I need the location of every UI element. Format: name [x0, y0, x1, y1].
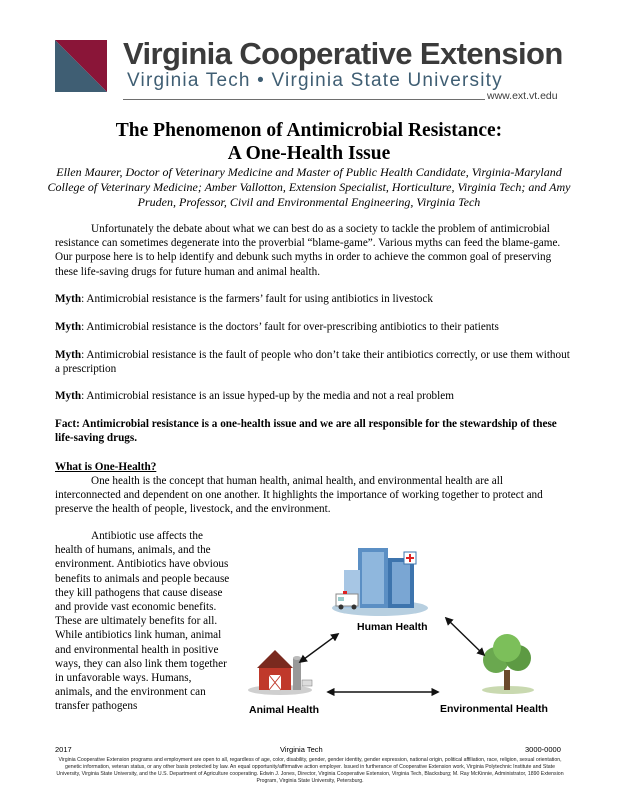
myth-label: Myth	[55, 321, 82, 333]
one-health-paragraph: One health is the concept that human health, animal health, and environmental health are all interconnected and dependent on one another. It highlights the importance of working together to protect and preserve the health of people, livestock, and the environment.	[55, 475, 543, 516]
footer-year: 2017	[55, 745, 72, 754]
org-url[interactable]: www.ext.vt.edu	[487, 90, 558, 102]
document-authors: Ellen Maurer, Doctor of Veterinary Medicine and Master of Public Health Candidate, Virginia-Maryland College of Veterinary Medicine; Amber Vallotton, Extension Specialist, Horticulture, Virginia Tech; and Amy Pruden, Professor, Civil and Environmental Engineering, Virginia Tech	[47, 165, 571, 209]
footer-publication-number: 3000-0000	[525, 745, 561, 754]
myth-text: : Antimicrobial resistance is the fault of people who don’t take their antibiotics correctly, or use them without a prescription	[55, 349, 570, 376]
hospital-icon	[332, 548, 428, 616]
antibiotic-column	[55, 529, 231, 714]
environmental-health-label: Environmental Health	[440, 703, 548, 715]
myth-3	[55, 348, 570, 376]
animal-health-label: Animal Health	[249, 704, 320, 716]
myth-text: : Antimicrobial resistance is the farmers’ fault for using antibiotics in livestock	[81, 293, 433, 305]
document-title	[0, 119, 618, 165]
antibiotic-link-paragraph: While antibiotics link human, animal and environmental health in positive ways, they can also link them together in unfavorable ways. Humans, animals, and the environment can transfer pathogens	[55, 629, 227, 713]
arrow-human-environment	[446, 618, 484, 655]
intro-paragraph: Unfortunately the debate about what we can best do as a society to tackle the problem of antimicrobial resistance can sometimes degenerate into the proverbial “blame-game”. Various myths can feed the blame-game. Our purpose here is to help identify and debunk such myths in order to achieve the common goal of preserving these life-saving drugs for future human and animal health.	[55, 223, 561, 278]
antibiotic-paragraph: Antibiotic use affects the health of humans, animals, and the environment. Antibiotics have obvious benefits to animals and people because they kill pathogens that cause disease and provide vast economic benefits. These are ultimately benefits for all.	[55, 530, 230, 628]
myth-4	[55, 389, 570, 403]
myth-label: Myth	[55, 293, 82, 305]
myth-text: : Antimicrobial resistance is the doctors’ fault for over-prescribing antibiotics to their patients	[81, 321, 499, 333]
myth-label: Myth	[55, 390, 82, 402]
tree-icon	[482, 634, 534, 694]
footer-disclaimer: Virginia Cooperative Extension programs and employment are open to all, regardless of age, color, disability, gender, gender identity, gender expression, national origin, political affiliation, race, religion, sexual orientation, genetic information, veteran status, or any other basis protected by law. An equal opportunity/affirmative action employer. Issued in furtherance of Cooperative Extension work, Virginia Polytechnic Institute and State University, Virginia State University, and the U.S. Department of Agriculture cooperating. Edwin J. Jones, Director, Virginia Cooperative Extension, Virginia Tech, Blacksburg; M. Ray McKinnie, Administrator, 1890 Extension Program, Virginia State University, Petersburg.	[56, 757, 564, 784]
vce-logo-icon	[55, 40, 107, 92]
arrow-human-animal	[300, 634, 338, 662]
section-heading: What is One-Health?	[55, 461, 157, 473]
myth-text: : Antimicrobial resistance is an issue hyped-up by the media and not a real problem	[81, 390, 454, 402]
human-health-label: Human Health	[357, 621, 428, 633]
myth-2	[55, 320, 570, 334]
myth-label: Myth	[55, 349, 82, 361]
fact-statement: Fact: Antimicrobial resistance is a one-health issue and we are all responsible for the stewardship of these life-saving drugs.	[55, 418, 557, 445]
title-line-1: The Phenomenon of Antimicrobial Resistance:	[115, 120, 503, 141]
org-subtitle: Virginia Tech • Virginia State University	[127, 70, 503, 91]
org-name: Virginia Cooperative Extension	[123, 36, 563, 71]
footer-institution: Virginia Tech	[280, 745, 323, 754]
myth-1	[55, 292, 570, 306]
barn-icon	[248, 650, 312, 695]
header-rule	[123, 99, 485, 100]
title-line-2: A One-Health Issue	[227, 143, 391, 164]
